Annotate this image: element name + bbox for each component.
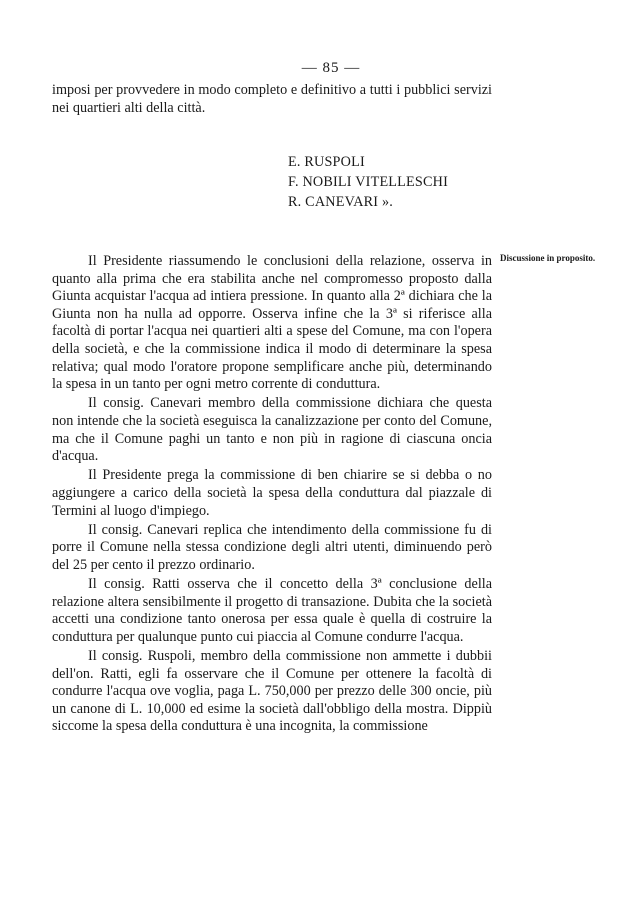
paragraph: Il consig. Ratti osserva che il concetto della 3ª conclusione della relazione altera sensibilmente il progetto di transazione. Dubita che la società accetti una condizione tanto onerosa per essa quale è quella di costruire la conduttura per qualunque punto cui piaccia al Comune condurre l'acqua. — [52, 576, 492, 645]
paragraph: Il consig. Canevari replica che intendimento della commissione fu di porre il Comune nella stessa condizione degli altri utenti, diminuendo però del 25 per cento il prezzo ordinario. — [52, 521, 492, 573]
signature-vitelleschi: F. NOBILI VITELLESCHI — [288, 174, 449, 190]
signature-block — [288, 152, 448, 212]
margin-note: Discussione in proposito. — [500, 253, 596, 263]
signature-canevari: R. CANEVARI ». — [288, 194, 394, 210]
paragraph: Il Presidente prega la commissione di ben chiarire se si debba o no aggiungere a carico della società la spesa della conduttura dal piazzale di Termini al luogo d'impiego. — [52, 467, 492, 519]
paragraph: Il consig. Canevari membro della commissione dichiara che questa non intende che la società eseguisca la canalizzazione per conto del Comune, ma che il Comune paghi un tanto e non più in ragione di ciascuna oncia d'acqua. — [52, 395, 492, 465]
page-number: — 85 — — [301, 60, 361, 76]
signature-ruspoli: E. RUSPOLI — [288, 154, 365, 170]
paragraph: Il consig. Ruspoli, membro della commissione non ammette i dubbii dell'on. Ratti, egli fa osservare che il Comune per ottenere la facoltà di condurre l'acqua ove voglia, paga L. 750,000 per prezzo delle 300 oncie, più un canone di L. 10,000 ed esime la società dall'obbligo della mostra. Dippiù siccome la spesa della conduttura è una incognita, la commissione — [52, 648, 492, 735]
main-text — [52, 253, 492, 738]
continuation-paragraph: imposi per provvedere in modo completo e definitivo a tutti i pubblici servizi nei quartieri alti della città. — [52, 82, 492, 116]
paragraph: Il Presidente riassumendo le conclusioni della relazione, osserva in quanto alla prima che era stabilita anche nel compromesso proposto dalla Giunta acquistar l'acqua ad intiera pressione. In quanto alla 2ª dichiara che la Giunta non ha nulla ad opporre. Osserva infine che la 3ª si riferisce alla facoltà di portar l'acqua nei quartieri alti a spese del Comune, ma con l'opera della società, e che la commissione indica il modo di determinare la spesa relativa; qual modo l'oratore propone semplificare anche più, determinando la spesa in un tanto per ogni metro corrente di conduttura. — [52, 253, 492, 393]
